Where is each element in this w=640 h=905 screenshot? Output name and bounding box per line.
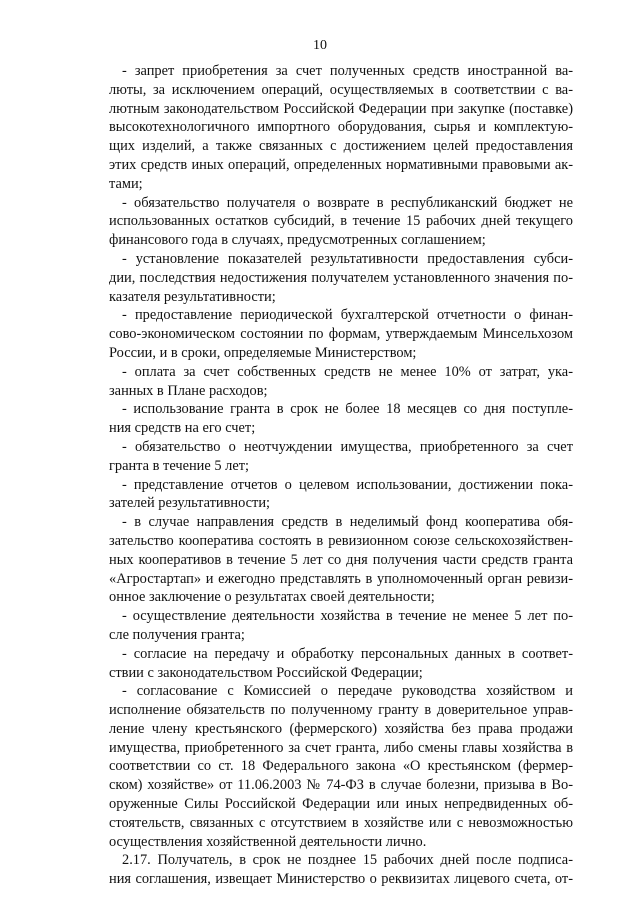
text-line: соответствии со ст. 18 Федерального закона «О крестьянском (фермер- <box>109 758 573 775</box>
text-line: щих изделий, а также связанных с достижением целей предоставления <box>109 138 573 155</box>
text-line: ствии с законодательством Российской Федерации; <box>109 664 423 681</box>
text-line: занных в Плане расходов; <box>109 382 268 399</box>
text-line: зателей результативности; <box>109 495 271 512</box>
text-line: России, и в сроки, определяемые Министерством; <box>109 344 417 361</box>
text-line: высокотехнологичного импортного оборудования, сырья и комплектую- <box>109 119 573 136</box>
text-line: - запрет приобретения за счет полученных средств иностранной ва- <box>122 63 573 79</box>
text-line: использованных остатков субсидий, в течение 15 рабочих дней текущего <box>109 213 573 230</box>
text-line: сово-экономическом состоянии по формам, утверждаемым Минсельхозом <box>109 326 573 343</box>
document-body <box>109 62 573 889</box>
text-line: - в случае направления средств в неделимый фонд кооператива обя- <box>122 514 573 531</box>
text-line: ление члену крестьянского (фермерского) хозяйства без права продажи <box>109 720 573 737</box>
text-line: «Агростартап» и ежегодно представлять в уполномоченный орган ревизи- <box>109 570 573 587</box>
text-line: ния соглашения, извещает Министерство о реквизитах лицевого счета, от- <box>109 871 573 888</box>
text-line: сле получения гранта; <box>109 626 245 643</box>
text-line: стоятельств, связанных с отсутствием в хозяйстве или с невозможностью <box>109 814 573 831</box>
text-line: имущества, приобретенного за счет гранта, либо смены главы хозяйства в <box>109 739 573 756</box>
text-line: ных кооперативов в течение 5 лет со дня получения части средств гранта <box>109 551 573 568</box>
page-number: 10 <box>313 38 327 53</box>
text-line: 2.17. Получатель, в срок не позднее 15 рабочих дней после подписа- <box>122 852 573 869</box>
text-line: - установление показателей результативности предоставления субси- <box>122 250 573 267</box>
text-line: дии, последствия недостижения получателем установленного значения по- <box>109 269 573 286</box>
text-line: онное заключение о результатах своей деятельности; <box>109 589 435 606</box>
text-line: финансового года в случаях, предусмотренных соглашением; <box>109 232 486 249</box>
text-line: - оплата за счет собственных средств не менее 10% от затрат, ука- <box>122 363 573 380</box>
text-line: - использование гранта в срок не более 18 месяцев со дня поступле- <box>122 401 573 418</box>
text-line: оруженные Силы Российской Федерации или иных непредвиденных об- <box>109 796 573 813</box>
text-line: - представление отчетов о целевом использовании, достижении пока- <box>122 476 573 493</box>
text-line: - осуществление деятельности хозяйства в течение не менее 5 лет по- <box>122 608 573 625</box>
text-line: исполнение обязательств по полученному гранту в доверительное управ- <box>109 702 573 719</box>
text-line: - обязательство получателя о возврате в республиканский бюджет не <box>122 194 573 211</box>
text-line: - обязательство о неотчуждении имущества, приобретенного за счет <box>122 438 573 455</box>
text-line: гранта в течение 5 лет; <box>109 457 250 474</box>
text-line: - согласование с Комиссией о передаче руководства хозяйством и <box>122 683 573 700</box>
text-line: - предоставление периодической бухгалтерской отчетности о финан- <box>122 307 573 324</box>
text-line: этих средств иных операций, определенных нормативными правовыми ак- <box>109 156 573 173</box>
text-line: казателя результативности; <box>109 288 276 305</box>
text-line: осуществления хозяйственной деятельности лично. <box>109 833 427 850</box>
text-line: лютным законодательством Российской Федерации при закупке (поставке) <box>109 100 573 117</box>
text-line: люты, за исключением операций, осуществляемых в соответствии с ва- <box>109 81 573 98</box>
text-line: - согласие на передачу и обработку персональных данных в соответ- <box>122 645 573 662</box>
text-line: зательство кооператива состоять в ревизионном союзе сельскохозяйствен- <box>109 532 573 549</box>
text-line: тами; <box>109 175 143 192</box>
text-line: ском) хозяйстве» от 11.06.2003 № 74-ФЗ в случае болезни, призыва в Во- <box>109 777 573 794</box>
text-line: ния средств на его счет; <box>109 420 256 437</box>
